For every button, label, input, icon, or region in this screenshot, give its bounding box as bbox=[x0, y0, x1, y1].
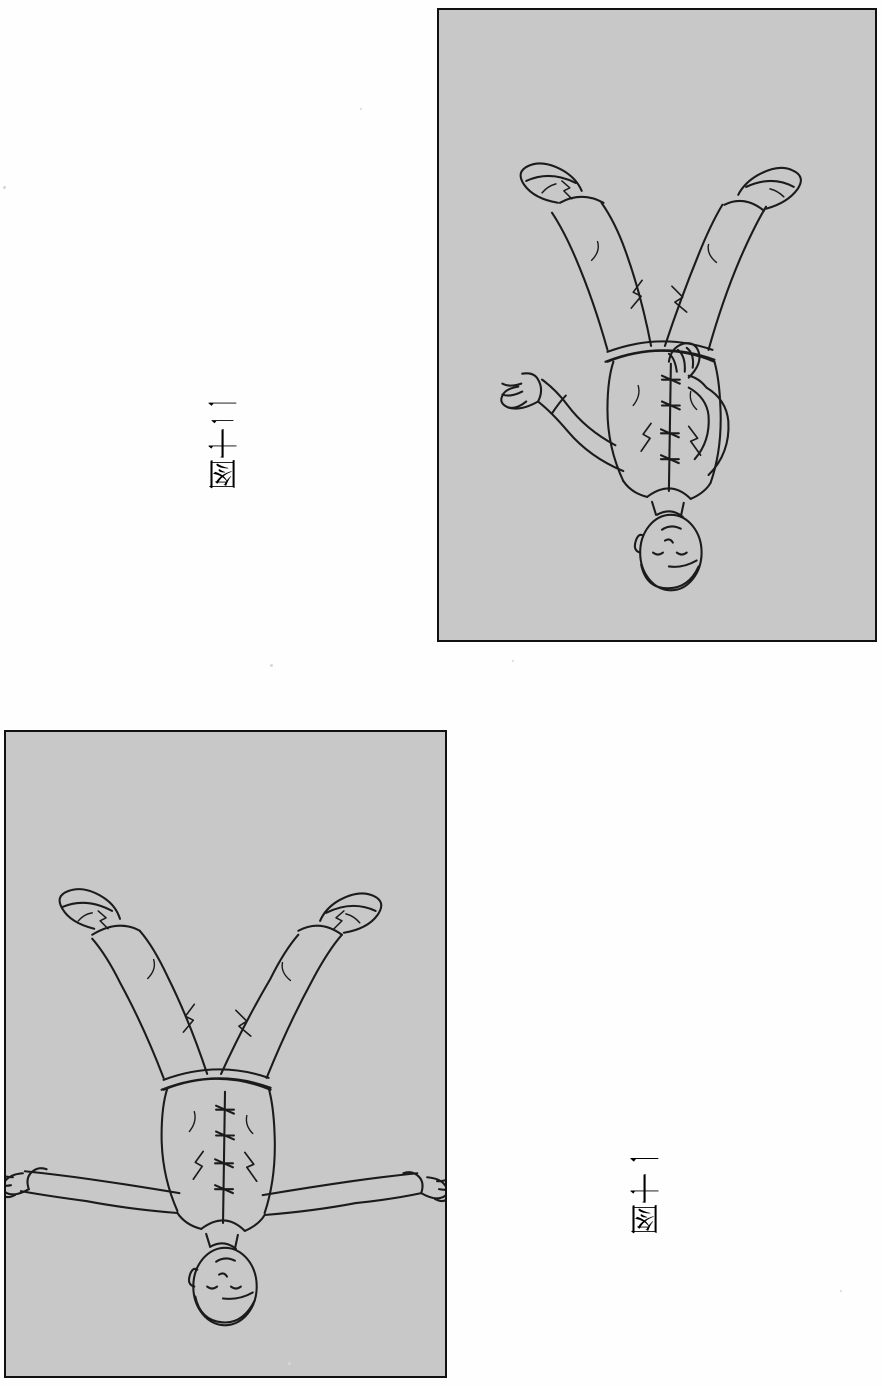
figure-caption-bottom: 图十一 bbox=[630, 1142, 665, 1235]
figure-panel-top bbox=[437, 8, 877, 642]
figure-panel-bottom bbox=[4, 730, 447, 1378]
scan-speck bbox=[512, 660, 514, 662]
scan-speck bbox=[840, 1290, 842, 1292]
scan-speck bbox=[288, 1362, 291, 1365]
scan-speck bbox=[3, 186, 6, 189]
figure-caption-top: 图十二 bbox=[208, 397, 243, 490]
figure-12-drawing bbox=[439, 10, 875, 640]
scan-speck bbox=[270, 664, 273, 667]
scan-speck bbox=[360, 108, 362, 110]
figure-11-drawing bbox=[6, 732, 445, 1376]
